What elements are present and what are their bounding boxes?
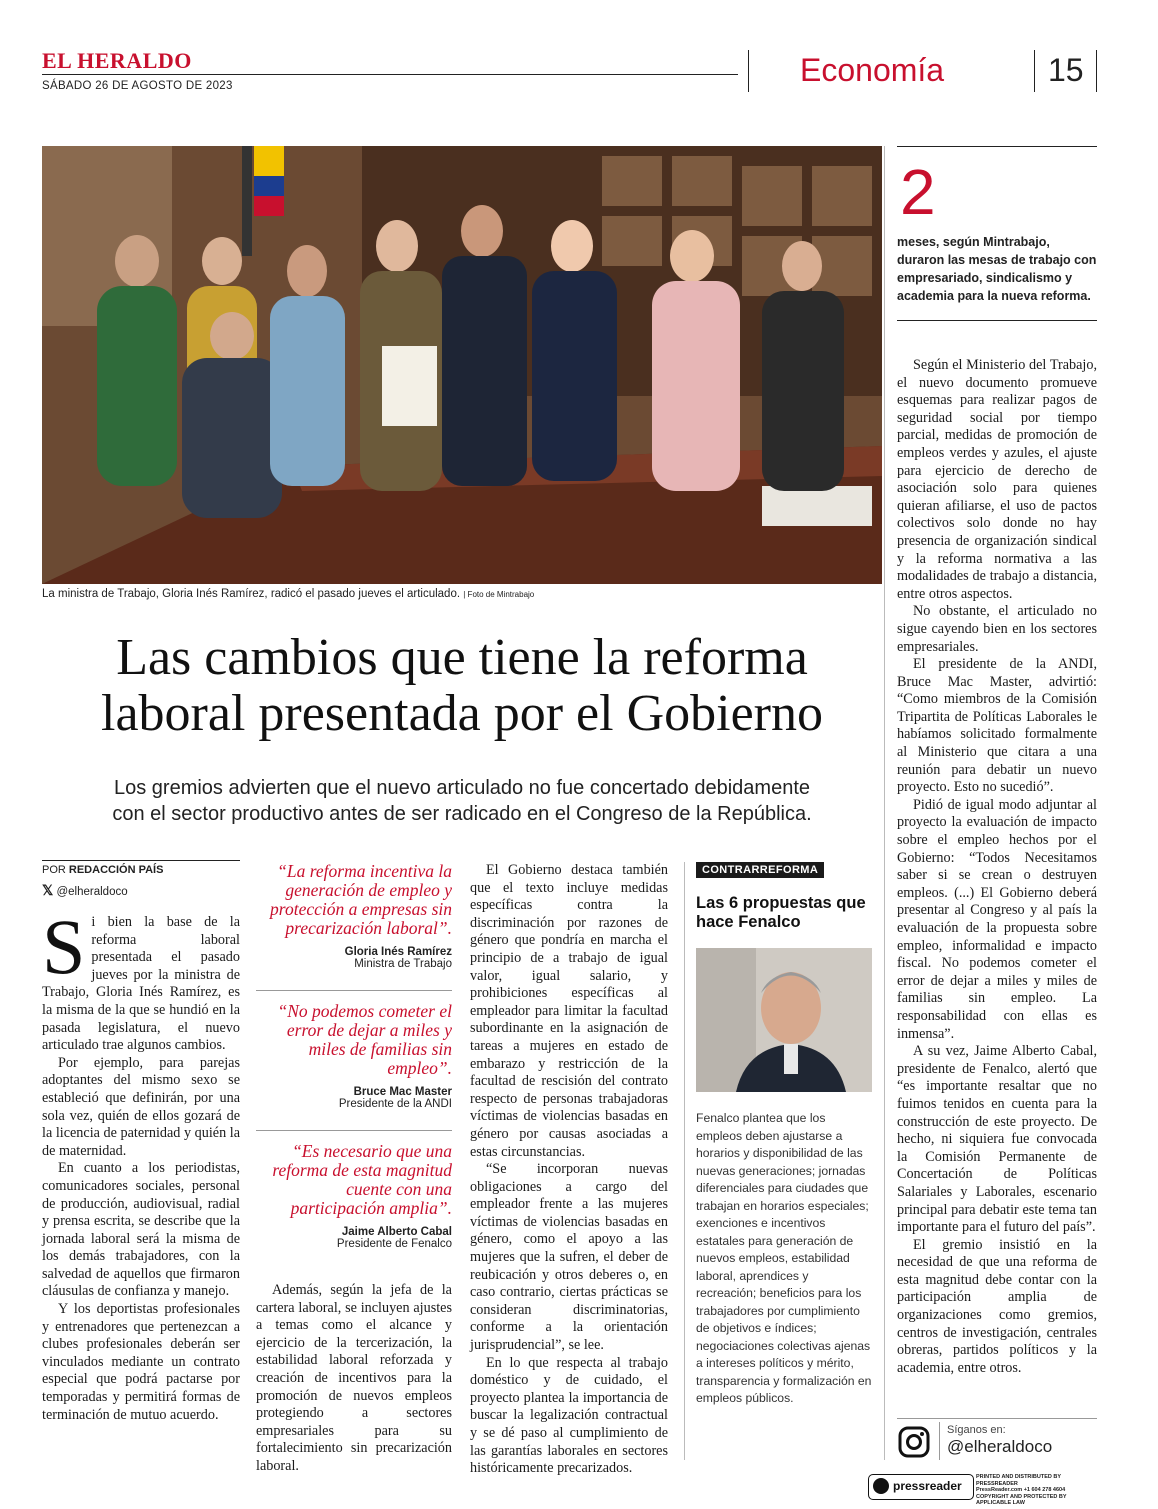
follow-divider (939, 1422, 940, 1460)
masthead-rule (42, 74, 738, 75)
pressreader-logo-box (868, 1474, 974, 1500)
paragraph: El presidente de la ANDI, Bruce Mac Master, advirtió: “Como miembros de la Comisión Tripartita de Políticas Laborales le habíamos solicitado formalmente al Ministerio que citara a una reunión para debatir un nuevo proyecto. Esto no sucedió”. (897, 656, 1097, 796)
social-handle[interactable] (42, 882, 128, 899)
pressreader-notice (976, 1474, 1098, 1507)
paragraph: No obstante, el articulado no sigue cayendo bien en los sectores empresariales. (897, 603, 1097, 655)
stat-text: meses, según Mintrabajo, duraron las mesas de trabajo con empresariado, sindicalismo y academia para la nueva reforma. (897, 235, 1097, 303)
sidebar-tag: CONTRARREFORMA (696, 862, 824, 878)
page-divider (1034, 50, 1035, 92)
paragraph: En cuanto a los periodistas, comunicadores sociales, personal de producción, audiovisual, radial y prensa escrita, se describe que la jornada laboral será la misma de los demás trabajadores, con la salvedad de aquellos que firmaron cláusulas de confianza y manejo. (42, 1160, 240, 1300)
edition-date: SÁBADO 26 DE AGOSTO DE 2023 (42, 80, 233, 92)
x-icon: 𝕏 (42, 882, 54, 898)
paragraph: “Se incorporan nuevas obligaciones a cargo del empleador frente a las mujeres víctimas de violencias basadas en género, como el apoyo a las mujeres que la sufren, el deber de reubicación y otros deberes o, en caso contrario, ciertas prácticas se consideran discriminatorias, conforme a la orientación jurisprudencial”, se lee. (470, 1161, 668, 1354)
paragraph: Además, según la jefa de la cartera laboral, se incluyen ajustes a temas como el alcance y ejercicio de la tercerización, la estabilidad laboral reforzada y creación de incentivos para la promoción de nuevos empleos protegiendo a sectores empresariales para su fortalecimiento sin precarización laboral. (256, 1282, 452, 1474)
notice-line: COPYRIGHT AND PROTECTED BY APPLICABLE LAW (976, 1493, 1067, 1507)
pull-quote (256, 1142, 452, 1250)
follow-label: Síganos en: (947, 1424, 1006, 1436)
sidebar-text: Fenalco plantea que los empleos deben ajustarse a horarios y disponibilidad de las nuevas generaciones; jornadas diferenciales para ciudades que trabajan en horarios especiales; exenciones e incentivos estatales para generación de nuevos empleos, estabilidad laboral, aprendices y recreación; beneficios para los trabajadores por cumplimiento de objetivos e índices; negociaciones colectivas ajenas a intereses políticos y mérito, transparencia y formalización en empleos públicos. (696, 1111, 872, 1405)
stat-number: 2 (900, 156, 936, 228)
subtitle-line: Los gremios advierten que el nuevo articulado no fue concertado debidamente (113, 777, 810, 799)
subtitle-line: con el sector productivo antes de ser radicado en el Congreso de la República. (112, 803, 812, 825)
section-title: Economía (800, 52, 945, 88)
stat-bottom-rule (897, 320, 1097, 321)
instagram-icon (897, 1425, 931, 1459)
quote-role: Presidente de Fenalco (336, 1238, 452, 1250)
article-column-5 (897, 357, 1097, 1377)
article-column-2 (256, 1282, 452, 1476)
headline-line: Las cambios que tiene la reforma (116, 629, 808, 686)
article-column-3 (470, 862, 668, 1478)
group-photo-illustration (42, 146, 882, 584)
notice-line: PRINTED AND DISTRIBUTED BY PRESSREADER (976, 1474, 1061, 1487)
caption-text: La ministra de Trabajo, Gloria Inés Ramírez, radicó el pasado jueves el articulado. (42, 588, 461, 600)
paragraph: A su vez, Jaime Alberto Cabal, presidente de Fenalco, alertó que “es importante resaltar que no fuimos tenidos en cuenta para la construcción de este proyecto. De hecho, ni siquiera fue convocada la Comisión Permanente de Concertación de Políticas Salariales y Laborales, escenario principal para debatir este tema tan importante para el futuro del país”. (897, 1043, 1097, 1236)
headline-line: laboral presentada por el Gobierno (101, 685, 823, 742)
pressreader-badge (868, 1474, 1098, 1507)
stat-top-rule (897, 146, 1097, 147)
article-headline (42, 630, 882, 742)
notice-line: PressReader.com +1 604 278 4604 (976, 1487, 1066, 1494)
byline-author: REDACCIÓN PAÍS (68, 864, 164, 876)
quote-author: Bruce Mac Master (353, 1086, 452, 1098)
quote-divider (256, 990, 452, 991)
follow-handle: @elheraldoco (947, 1437, 1053, 1456)
social-follow[interactable] (897, 1422, 1097, 1460)
newspaper-logo: EL HERALDO (42, 48, 192, 73)
drop-cap: S (42, 903, 86, 990)
quote-author: Gloria Inés Ramírez (344, 946, 452, 958)
paragraph: Según el Ministerio del Trabajo, el nuevo documento promueve esquemas para realizar pagos de seguridad social por tiempo parcial, medidas de promoción de empleos verdes y azules, el ajuste para ejercicio de derecho de asociación solo para quienes quieran afiliarse, el uso de pactos colectivos solo donde no hay presencia de organización sindical y la reforma normativa a las modalidades de trabajo a distancia, entre otros aspectos. (897, 357, 1097, 602)
quote-text: “No podemos cometer el error de dejar a miles y miles de familias sin empleo”. (277, 1001, 452, 1078)
follow-rule (897, 1418, 1097, 1419)
main-photo (42, 146, 882, 584)
quote-divider (256, 1130, 452, 1131)
paragraph: El gremio insistió en la necesidad de que una reforma de esta magnitud debe contar con la participación amplia de organizaciones como gremios, centros de investigación, centrales obreras, partidos políticos y la academia, entre otros. (897, 1236, 1097, 1376)
sidebar-title: Las 6 propuestas que hace Fenalco (696, 894, 866, 931)
quote-role: Presidente de la ANDI (338, 1098, 452, 1110)
byline (42, 864, 163, 876)
pressreader-brand: pressreader (893, 1479, 962, 1493)
sidebar-divider (684, 862, 685, 1460)
quote-text: “Es necesario que una reforma de esta magnitud cuente con una participación amplia”. (272, 1141, 452, 1218)
article-subtitle (42, 775, 882, 827)
paragraph: Por ejemplo, para parejas adoptantes del mismo sexo se estableció que definirán, por una sola vez, quién de ellos gozará de la licencia de paternidad y quién la de maternidad. (42, 1054, 240, 1159)
masthead-divider (748, 50, 749, 92)
pressreader-icon (873, 1478, 889, 1494)
portrait-illustration (696, 948, 872, 1092)
pull-quote (256, 862, 452, 970)
photo-credit: | Foto de Mintrabajo (463, 590, 535, 599)
social-handle-text: @elheraldoco (56, 886, 128, 898)
quote-author: Jaime Alberto Cabal (341, 1226, 452, 1238)
paragraph: i bien la base de la reforma laboral presentada el pasado jueves por la ministra de Trabajo, Gloria Inés Ramírez, es la misma de la que se hundió en la pasada legislatura, el nuevo articulado trae algunos cambios. (42, 914, 240, 1054)
sidebar-photo (696, 948, 872, 1092)
quote-text: “La reforma incentiva la generación de empleo y protección a empresas sin precarización laboral”. (270, 861, 452, 938)
byline-rule (42, 860, 240, 861)
pull-quote (256, 1002, 452, 1110)
paragraph: Pidió de igual modo adjuntar al proyecto la evaluación de impacto sobre el empleo hechos por el Gobierno: “Todos Necesitamos saber si se crean o destruyen empleos. (...) El Gobierno deberá presentar al Congreso y al país la evaluación de la propuesta sobre empleo, informalidad e impacto fiscal. No podemos cometer el error de dejar a miles y miles de familias sin empleo. La responsabilidad con ellas es inmensa”. (897, 796, 1097, 1042)
page-number: 15 (1048, 52, 1084, 88)
photo-caption (42, 588, 534, 600)
paragraph: Y los deportistas profesionales y entrenadores que pertenezcan a clubes profesionales deberán ser vinculados mediante un contrato especial que podrá pactarse por temporadas y permitirá formas de terminación de mutuo acuerdo. (42, 1301, 240, 1423)
right-column-divider (884, 146, 885, 1460)
article-column-1 (42, 903, 240, 1424)
paragraph: El Gobierno destaca también que el texto incluye medidas específicas contra la discriminación por razones de género que pondría en marcha el principio de a trabajo de igual valor, igual salario, y prohibiciones específicas al empleador para limitar la facultad subordinante en la asignación de tareas a mujeres en estado de embarazo y restricción de la facultad de rescisión del contrato respecto de personas trabajadoras víctimas de violencias basadas en género por causas asociadas a estas circunstancias. (470, 862, 668, 1160)
page-divider-right (1096, 50, 1097, 92)
byline-prefix: POR (42, 864, 66, 876)
paragraph: En lo que respecta al trabajo doméstico y de cuidado, el proyecto plantea la importancia de buscar la legalización contractual y se dé paso al cumplimiento de las garantías laborales en sectores históricamente precarizados. (470, 1354, 668, 1477)
quote-role: Ministra de Trabajo (354, 958, 452, 970)
